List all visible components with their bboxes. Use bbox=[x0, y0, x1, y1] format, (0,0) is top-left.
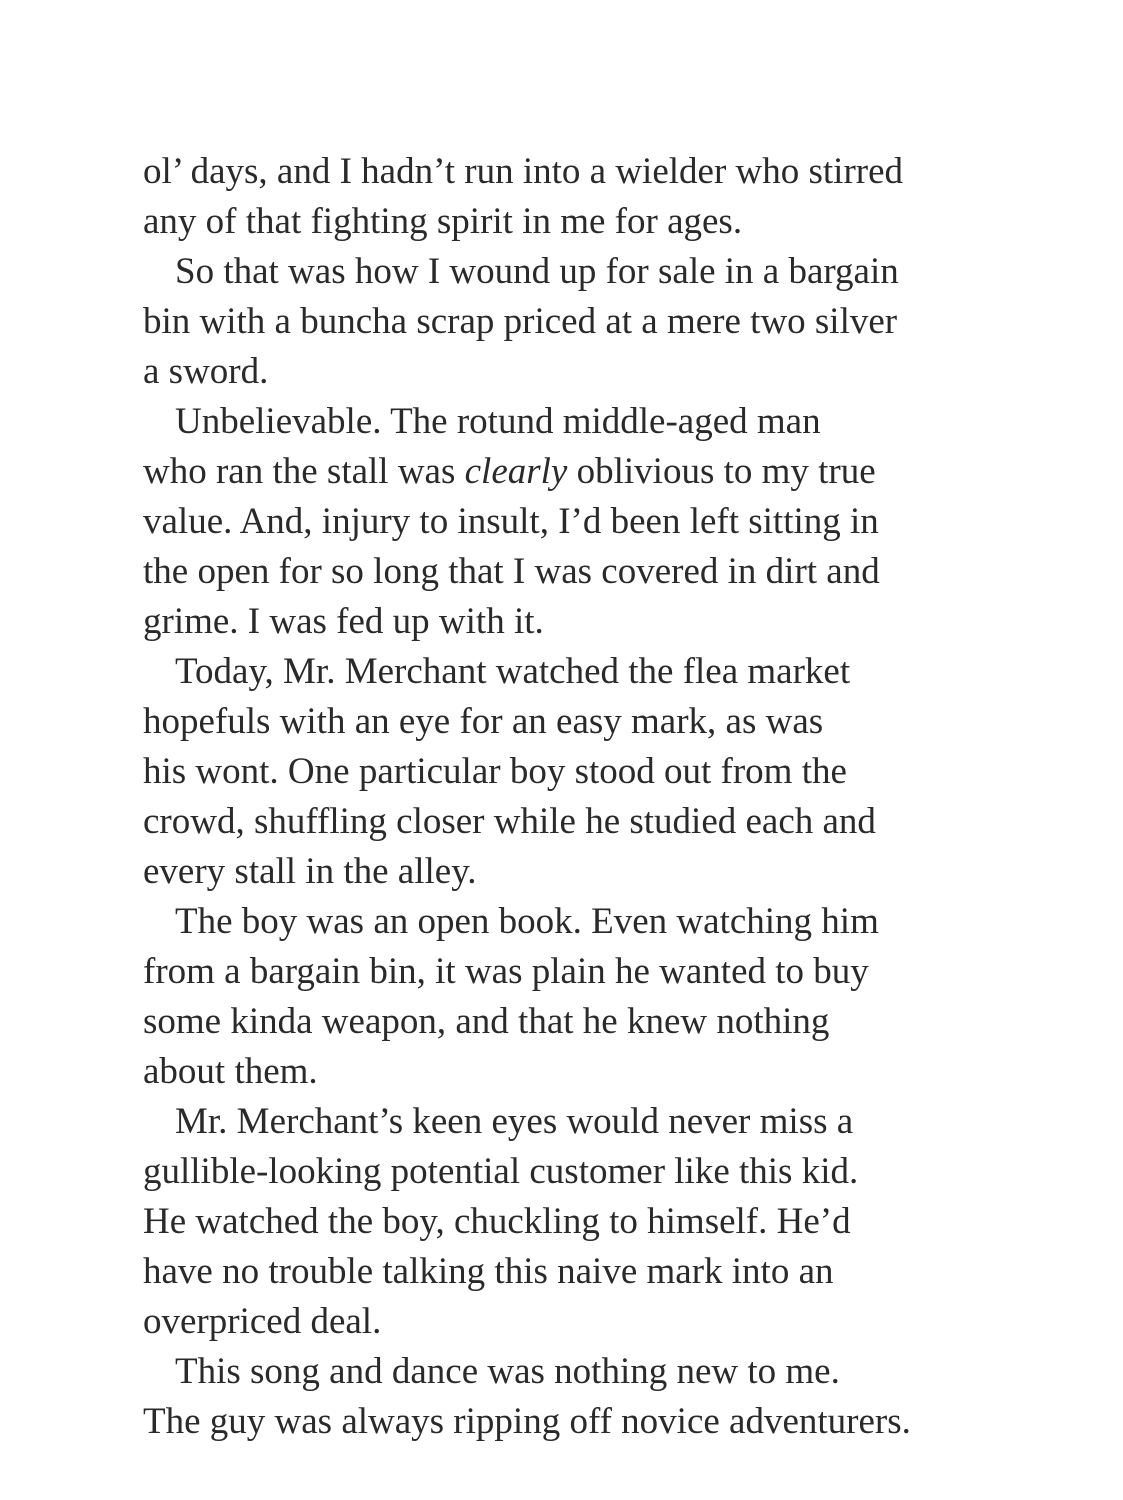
text-run: Unbelievable. The rotund middle-aged man bbox=[175, 401, 821, 442]
text-line bbox=[143, 247, 963, 297]
text-run: grime. I was fed up with it. bbox=[143, 601, 544, 642]
text-run: overpriced deal. bbox=[143, 1301, 382, 1342]
body-text bbox=[143, 147, 963, 1447]
paragraph bbox=[143, 897, 963, 1097]
text-line bbox=[143, 347, 963, 397]
text-line bbox=[143, 1197, 963, 1247]
paragraph bbox=[143, 397, 963, 647]
text-line bbox=[143, 447, 963, 497]
text-line bbox=[143, 947, 963, 997]
text-line bbox=[143, 597, 963, 647]
text-line bbox=[143, 197, 963, 247]
text-run: gullible-looking potential customer like this kid. bbox=[143, 1151, 859, 1192]
paragraph bbox=[143, 247, 963, 397]
text-run: who ran the stall was bbox=[143, 451, 465, 492]
text-run: bin with a buncha scrap priced at a mere two silver bbox=[143, 301, 898, 342]
text-run: some kinda weapon, and that he knew nothing bbox=[143, 1001, 830, 1042]
text-line bbox=[143, 697, 963, 747]
text-line bbox=[143, 797, 963, 847]
text-run: have no trouble talking this naive mark into an bbox=[143, 1251, 834, 1292]
paragraph bbox=[143, 147, 963, 247]
paragraph bbox=[143, 647, 963, 897]
text-run: The guy was always ripping off novice adventurers. bbox=[143, 1401, 911, 1442]
text-line bbox=[143, 997, 963, 1047]
text-run: any of that fighting spirit in me for ages. bbox=[143, 201, 743, 242]
text-run: every stall in the alley. bbox=[143, 851, 477, 892]
text-line bbox=[143, 1047, 963, 1097]
text-run: about them. bbox=[143, 1051, 318, 1092]
text-run: from a bargain bin, it was plain he wanted to buy bbox=[143, 951, 869, 992]
text-run: his wont. One particular boy stood out from the bbox=[143, 751, 847, 792]
text-line bbox=[143, 497, 963, 547]
text-line bbox=[143, 747, 963, 797]
text-line bbox=[143, 647, 963, 697]
text-run: hopefuls with an eye for an easy mark, as was bbox=[143, 701, 824, 742]
text-line bbox=[143, 147, 963, 197]
text-line bbox=[143, 297, 963, 347]
text-run: crowd, shuffling closer while he studied each and bbox=[143, 801, 876, 842]
text-run: value. And, injury to insult, I’d been left sitting in bbox=[143, 501, 879, 542]
paragraph bbox=[143, 1347, 963, 1447]
text-run: He watched the boy, chuckling to himself. He’d bbox=[143, 1201, 851, 1242]
text-line bbox=[143, 1347, 963, 1397]
text-line bbox=[143, 547, 963, 597]
text-line bbox=[143, 1397, 963, 1447]
text-line bbox=[143, 1097, 963, 1147]
paragraph bbox=[143, 1097, 963, 1347]
text-run: oblivious to my true bbox=[567, 451, 876, 492]
text-run: the open for so long that I was covered in dirt and bbox=[143, 551, 880, 592]
text-run: ol’ days, and I hadn’t run into a wielder who stirred bbox=[143, 151, 904, 192]
text-line bbox=[143, 897, 963, 947]
text-line bbox=[143, 847, 963, 897]
text-run: Mr. Merchant’s keen eyes would never miss a bbox=[175, 1101, 854, 1142]
emphasized-text: clearly bbox=[464, 451, 568, 492]
text-run: The boy was an open book. Even watching him bbox=[175, 901, 879, 942]
text-run: a sword. bbox=[143, 351, 269, 392]
text-line bbox=[143, 1147, 963, 1197]
text-run: So that was how I wound up for sale in a bargain bbox=[175, 251, 899, 292]
text-line bbox=[143, 1247, 963, 1297]
text-run: This song and dance was nothing new to me. bbox=[175, 1351, 840, 1392]
text-line bbox=[143, 1297, 963, 1347]
text-line bbox=[143, 397, 963, 447]
text-run: Today, Mr. Merchant watched the flea market bbox=[175, 651, 851, 692]
